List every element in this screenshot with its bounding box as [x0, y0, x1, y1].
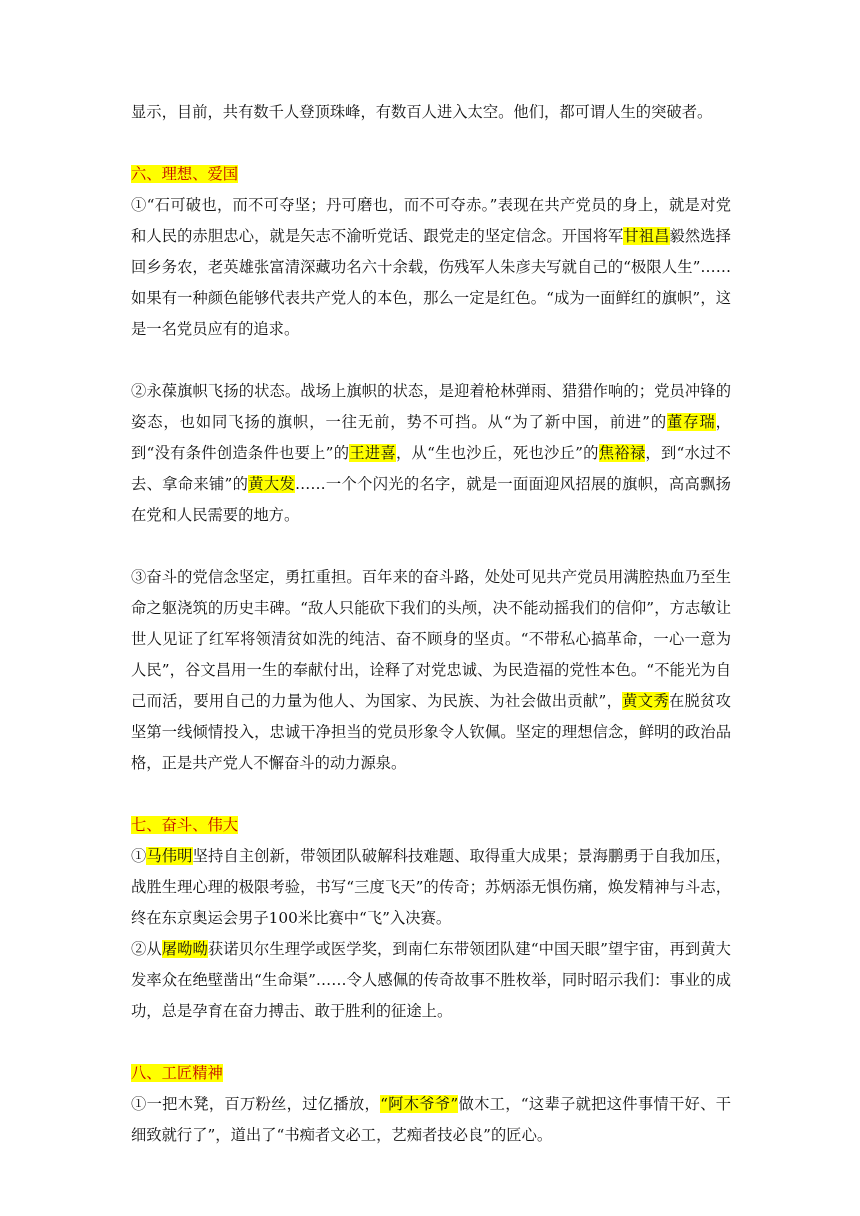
intro-paragraph: 显示，目前，共有数千人登顶珠峰，有数百人进入太空。他们，都可谓人生的突破者。	[131, 103, 713, 121]
highlighted-name: 董存瑞	[667, 413, 716, 431]
sec6-paragraph-1	[131, 190, 731, 345]
text-run: ……一个个闪光的名字，就是一面面迎风招展的旗帜，高高飘扬在党和人民需要的地方。	[131, 475, 731, 524]
highlighted-name: 王进喜	[349, 444, 396, 462]
section-heading-6	[131, 159, 731, 190]
paragraph-gap	[131, 779, 731, 810]
section-heading-7-text: 七、奋斗、伟大	[131, 816, 239, 834]
section-heading-8	[131, 1058, 731, 1089]
text-run: ①	[131, 847, 147, 865]
section-heading-7	[131, 810, 731, 841]
sec6-paragraph-2	[131, 376, 731, 531]
text-run: ①“石可破也，而不可夺坚；丹可磨也，而不可夺赤。”表现在共产党员的身上，就是对党和人民的赤胆忠心，就是矢志不渝听党话、跟党走的坚定信念。开国将军	[131, 196, 731, 245]
highlighted-name: 黄大发	[248, 475, 296, 493]
text-run: 毅然选择回乡务农，老英雄张富清深藏功名六十余载，伤残军人朱彦夫写就自己的“极限人生”……如果有一种颜色能够代表共产党人的本色，那么一定是红色。“成为一面鲜红的旗帜”，这是一名党员应有的追求。	[131, 227, 731, 338]
text-run: ②永葆旗帜飞扬的状态。战场上旗帜的状态，是迎着枪林弹雨、猎猎作响的；党员冲锋的姿态，也如同飞扬的旗帜，一往无前，势不可挡。从“为了新中国，前进”的	[131, 382, 731, 431]
text-run: 坚持自主创新，带领团队破解科技难题、取得重大成果；景海鹏勇于自我加压，战胜生理心理的极限考验，书写“三度飞天”的传奇；苏炳添无惧伤痛，焕发精神与斗志，终在东京奥运会男子100米比赛中“飞”入决赛。	[131, 847, 731, 927]
sec6-paragraph-3	[131, 562, 731, 779]
text-run: ②从	[131, 940, 162, 958]
text-run: ③奋斗的党信念坚定，勇扛重担。百年来的奋斗路，处处可见共产党员用满腔热血乃至生命之躯浇筑的历史丰碑。“敌人只能砍下我们的头颅，决不能动摇我们的信仰”，方志敏让世人见证了红军将领清贫如洗的纯洁、奋不顾身的坚贞。“不带私心搞革命，一心一意为人民”，谷文昌用一生的奉献付出，诠释了对党忠诚、为民造福的党性本色。“不能光为自己而活，要用自己的力量为他人、为国家、为民族、为社会做出贡献”，	[131, 568, 731, 710]
section-heading-6-text: 六、理想、爱国	[131, 165, 239, 183]
paragraph-gap	[131, 128, 731, 159]
text-run: ①一把木凳，百万粉丝，过亿播放，	[131, 1095, 381, 1113]
section-heading-8-text: 八、工匠精神	[131, 1064, 223, 1082]
paragraph-gap	[131, 345, 731, 376]
text-run: ，到“水过不去、拿命来铺”的	[131, 444, 731, 493]
sec7-paragraph-1	[131, 841, 731, 934]
highlighted-name: “阿木爷爷”	[380, 1095, 459, 1113]
text-run: ，到“没有条件创造条件也要上”的	[131, 413, 731, 462]
sec7-paragraph-2	[131, 934, 731, 1027]
text-run: 做木工，“这辈子就把这件事情干好、干细致就行了”，道出了“书痴者文必工，艺痴者技必良”的匠心。	[131, 1095, 731, 1144]
paragraph-gap	[131, 531, 731, 562]
sec8-paragraph-1	[131, 1089, 731, 1151]
highlighted-name: 马伟明	[146, 847, 193, 865]
document-body	[131, 97, 731, 1151]
highlighted-name: 黄文秀	[622, 692, 669, 710]
text-run: 获诺贝尔生理学或医学奖，到南仁东带领团队建“中国天眼”望宇宙，再到黄大发率众在绝壁凿出“生命渠”……令人感佩的传奇故事不胜枚举，同时昭示我们：事业的成功，总是孕育在奋力搏击、敢于胜利的征途上。	[131, 940, 731, 1020]
text-run: 在脱贫攻坚第一线倾情投入，忠诚干净担当的党员形象令人钦佩。坚定的理想信念，鲜明的政治品格，正是共产党人不懈奋斗的动力源泉。	[131, 692, 731, 772]
highlighted-name: 屠呦呦	[161, 940, 208, 958]
paragraph-gap	[131, 1027, 731, 1058]
highlighted-name: 焦裕禄	[598, 444, 646, 462]
text-run: ，从“生也沙丘，死也沙丘”的	[395, 444, 599, 462]
highlighted-name: 甘祖昌	[623, 227, 670, 245]
